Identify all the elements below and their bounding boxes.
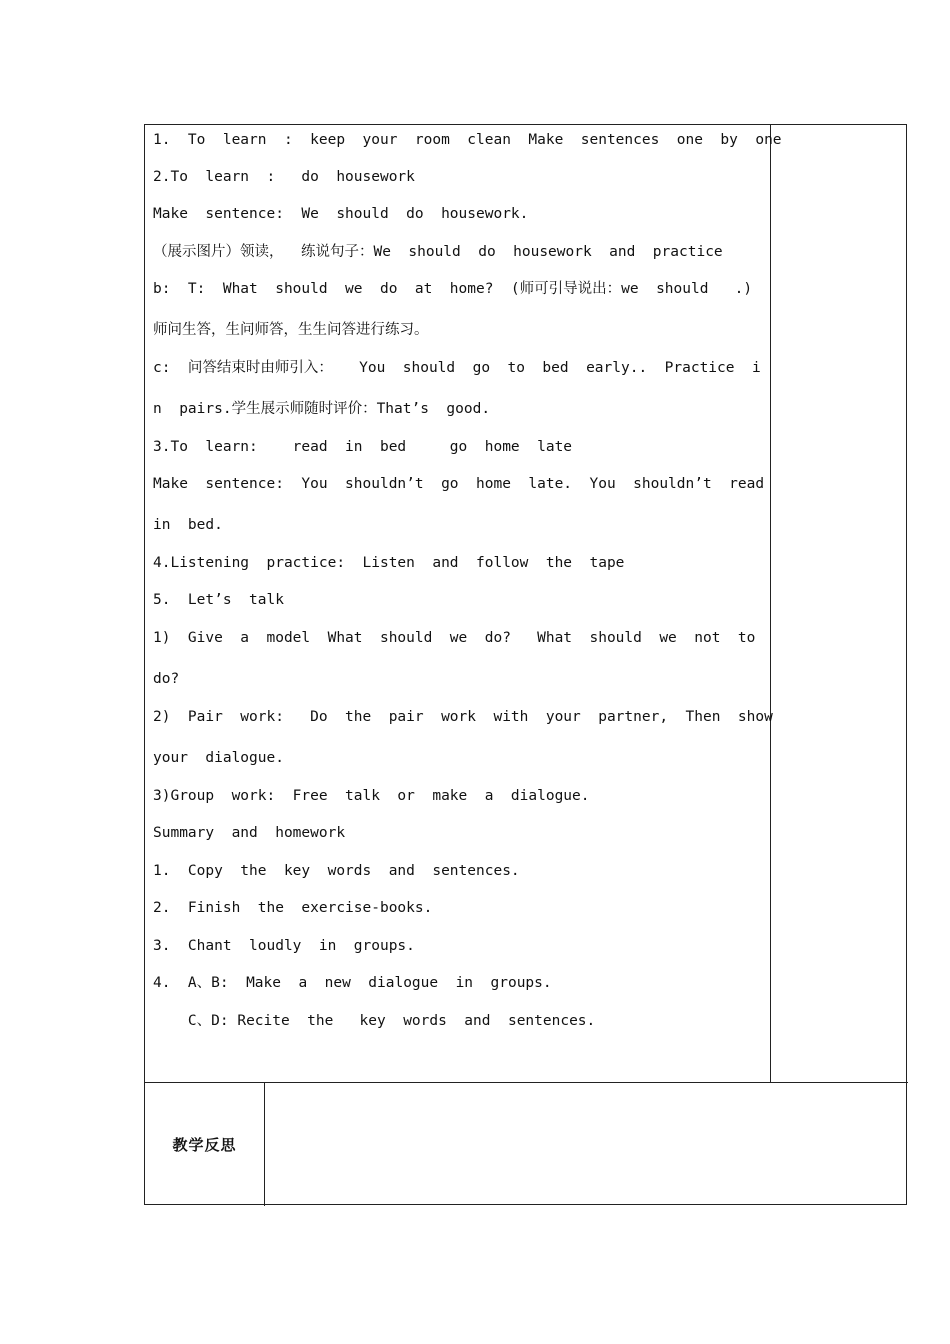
text-line: 2) Pair work: Do the pair work with your partner, Then show [153, 709, 773, 725]
text-line: Summary and homework [153, 825, 346, 841]
reflection-label: 教学反思 [172, 1136, 237, 1154]
text-line: C、D: Recite the key words and sentences. [153, 1013, 596, 1029]
text-line: in bed. [153, 517, 223, 533]
text-line: Make sentence: You shouldn’t go home late. You shouldn’t read [153, 476, 765, 492]
text-line: 3. Chant loudly in groups. [153, 938, 415, 954]
lesson-content-cell [145, 125, 782, 1082]
text-line: 1) Give a model What should we do? What should we not to [153, 630, 756, 646]
reflection-label-cell [145, 1083, 265, 1206]
text-line: 3.To learn: read in bed go home late [153, 439, 573, 455]
text-line: 2. Finish the exercise-books. [153, 900, 433, 916]
text-line: n pairs.学生展示师随时评价：That’s good. [153, 401, 491, 417]
text-line: （展示图片）领读， 练说句子：We should do housework and practice [153, 244, 723, 260]
lesson-table [144, 124, 907, 1205]
text-line: 师问生答，生问师答，生生问答进行练习。 [153, 322, 429, 338]
text-line: 3)Group work: Free talk or make a dialogue. [153, 788, 590, 804]
text-line: 5. Let’s talk [153, 592, 284, 608]
text-line: 1. To learn : keep your room clean Make sentences one by one [153, 132, 782, 148]
reflection-row [145, 1082, 908, 1206]
text-line: c: 问答结束时由师引入： You should go to bed early.. Practice i [153, 360, 761, 376]
notes-cell [771, 125, 908, 1082]
text-line: 1. Copy the key words and sentences. [153, 863, 520, 879]
text-line: b: T: What should we do at home? (师可引导说出：we should .) [153, 281, 753, 297]
text-line: 4.Listening practice: Listen and follow the tape [153, 555, 625, 571]
text-line: 4. A、B: Make a new dialogue in groups. [153, 975, 552, 991]
text-line: 2.To learn : do housework [153, 169, 415, 185]
text-line: Make sentence: We should do housework. [153, 206, 529, 222]
reflection-content-cell [265, 1083, 908, 1206]
text-line: do? [153, 671, 180, 687]
text-line: your dialogue. [153, 750, 284, 766]
